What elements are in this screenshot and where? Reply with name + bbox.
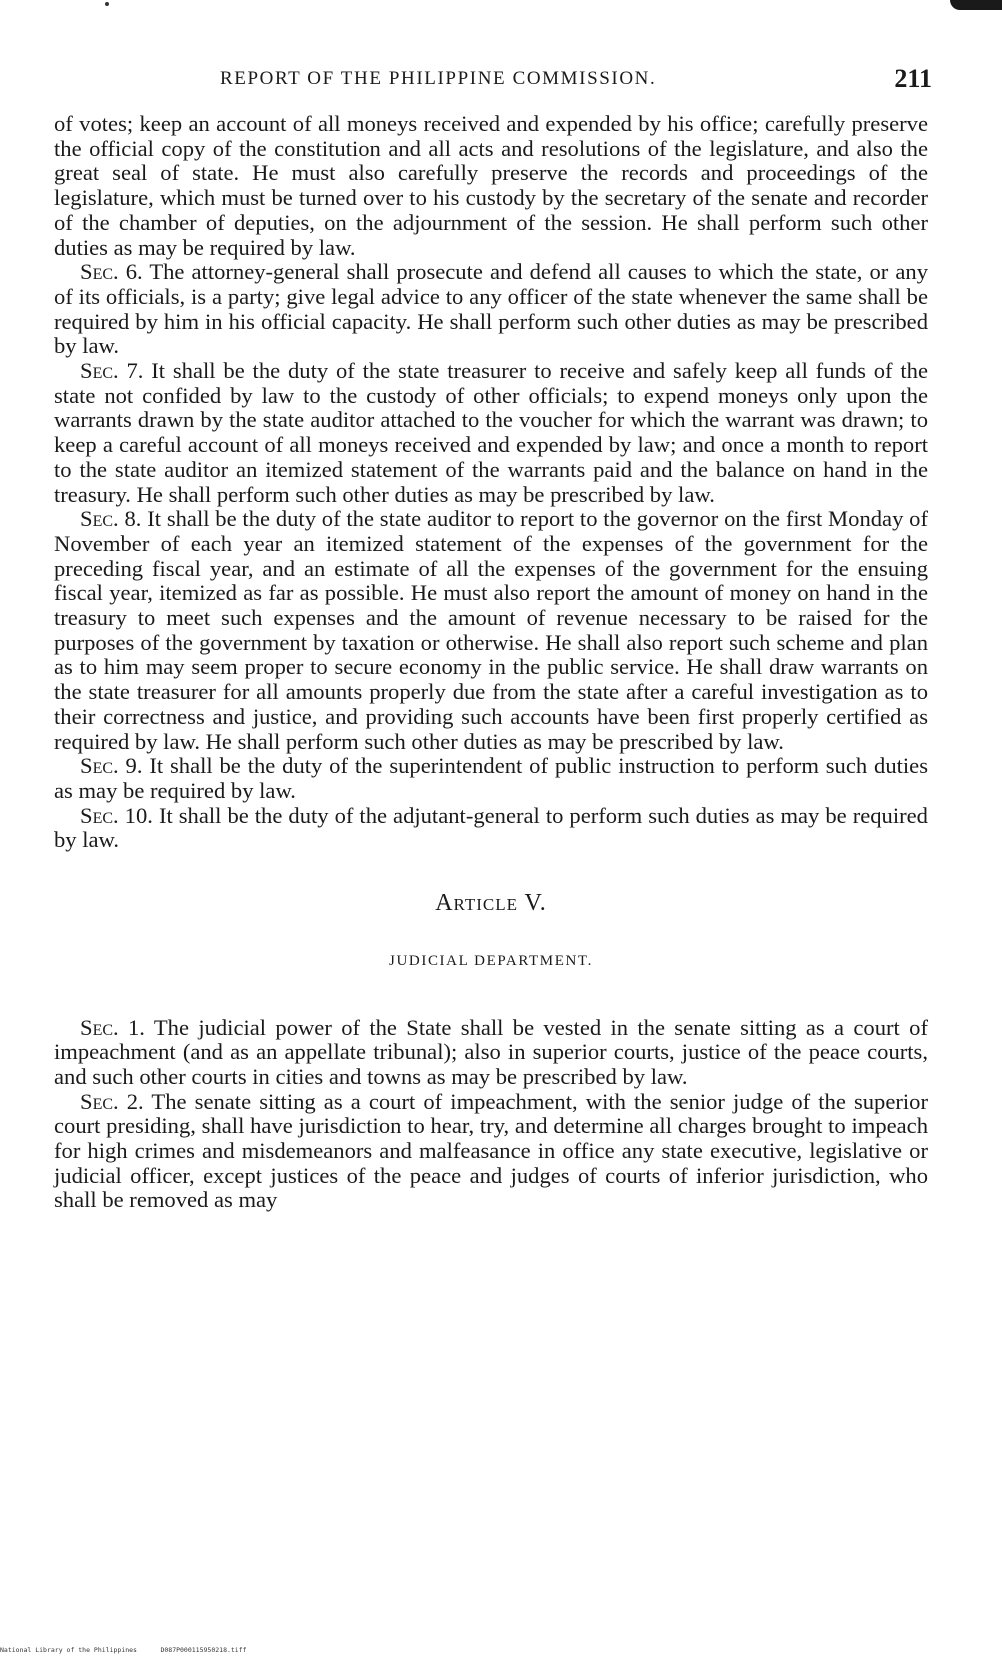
scan-corner-mark [950,0,1002,10]
section-label: Sec. 10. [80,802,153,828]
page-header [220,62,932,96]
section-8 [54,507,928,754]
paragraph-text: It shall be the duty of the state treasurer to receive and safely keep all funds of the state not confided by law to the custody of other officials; to expend moneys only upon the warrants drawn by the state auditor attached to the voucher for which the warrant was drawn; to keep a careful account of all moneys received and expended by law; and once a month to report to the state auditor an itemized statement of the warrants paid and the balance on hand in the treasury. He shall perform such other duties as may be prescribed by law. [54,358,928,507]
department-heading: JUDICIAL DEPARTMENT. [389,952,593,969]
footer-file: D087P000115950218.tiff [160,1646,247,1654]
footer-library: National Library of the Philippines [0,1646,137,1654]
paragraph-text: The attorney-general shall prosecute and defend all causes to which the state, or any of its officials, is a party; give legal advice to any officer of the state whenever the same shall be required by him in his official capacity. He shall perform such other duties as may be prescribed by law. [54,259,928,359]
paragraph-text: It shall be the duty of the adjutant-general to perform such duties as may be required by law. [54,802,928,853]
section-6 [54,260,928,359]
section-label: Sec. 8. [80,506,142,532]
paragraph-text: of votes; keep an account of all moneys received and expended by his office; carefully preserve the official copy of the constitution and all acts and resolutions of the legislature, and also the great seal of state. He must also carefully preserve the records and proceedings of the legislature, which must be turned over to his custody by the secretary of the senate and recorder of the chamber of deputies, on the adjournment of the session. He shall perform such other duties as may be required by law. [54,111,928,260]
page-number: 211 [894,64,932,93]
article-heading: Article V. [435,890,547,917]
paragraph-text: It shall be the duty of the state auditor to report to the governor on the first Monday of November of each year an itemized statement of the expenses of the government for the preceding fiscal year, and an estimate of all the expenses of the government for the ensuing fiscal year, itemized as far as possible. He must also report the amount of money on hand in the treasury to meet such expenses and the amount of revenue necessary to be raised for the purposes of the government by taxation or otherwise. He shall also report such scheme and plan as to him may seem proper to secure economy in the public service. He shall draw warrants on the state treasurer for all amounts properly due from the state after a careful investigation as to their correctness and justice, and providing such accounts have been first properly certified as required by law. He shall perform such other duties as may be prescribed by law. [54,506,928,754]
paragraph-text: It shall be the duty of the superintendent of public instruction to perform such duties as may be required by law. [54,753,928,803]
section-9 [54,754,928,803]
section-label: Sec. 6. [80,259,143,285]
body-text [54,112,928,1213]
section-10 [54,804,928,853]
article-section-1 [54,1016,928,1090]
paragraph-text: The senate sitting as a court of impeachment, with the senior judge of the superior court presiding, shall have jurisdiction to hear, try, and determine all charges brought to impeach for high crimes and misdemeanors and malfeasance in office any state executive, legislative or judicial officer, except justices of the peace and judges of courts of inferior jurisdiction, who shall be removed as may [54,1088,928,1213]
section-label: Sec. 1. [80,1014,145,1040]
section-label: Sec. 7. [80,358,144,384]
scan-footer [0,1646,247,1654]
paragraph-text: The judicial power of the State shall be vested in the senate sitting as a court of impeachment (and as an appellate tribunal); also in superior courts, justice of the peace courts, and such other courts in cities and towns as may be prescribed by law. [54,1014,928,1089]
article-section-2 [54,1090,928,1214]
section-label: Sec. 2. [80,1088,144,1114]
running-head: REPORT OF THE PHILIPPINE COMMISSION. [220,68,657,89]
paragraph-continuation [54,112,928,260]
scan-speck [105,2,109,6]
section-7 [54,359,928,507]
section-label: Sec. 9. [80,753,143,779]
